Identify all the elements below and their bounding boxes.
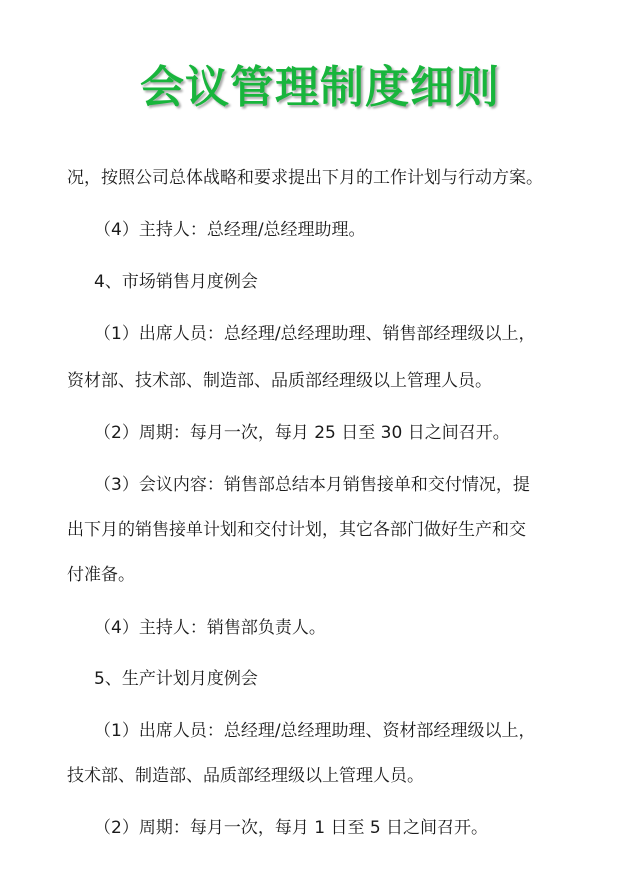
paragraph-line: （4）主持人：销售部负责人。 <box>94 618 326 638</box>
paragraph-line: （1）出席人员：总经理/总经理助理、资材部经理级以上， <box>94 721 536 741</box>
paragraph-line: 技术部、制造部、品质部经理级以上管理人员。 <box>67 766 424 786</box>
paragraph-line: 况，按照公司总体战略和要求提出下月的工作计划与行动方案。 <box>67 168 543 188</box>
paragraph-line: （2）周期：每月一次，每月 25 日至 30 日之间召开。 <box>94 423 510 443</box>
section-heading: 5、生产计划月度例会 <box>94 669 258 689</box>
paragraph-line: 出下月的销售接单计划和交付计划，其它各部门做好生产和交 <box>67 520 526 540</box>
section-heading: 4、市场销售月度例会 <box>94 272 258 292</box>
paragraph-line: （3）会议内容：销售部总结本月销售接单和交付情况，提 <box>94 475 530 495</box>
paragraph-line: （1）出席人员：总经理/总经理助理、销售部经理级以上， <box>94 324 536 344</box>
paragraph-line: （4）主持人：总经理/总经理助理。 <box>94 220 366 240</box>
paragraph-line: （2）周期：每月一次，每月 1 日至 5 日之间召开。 <box>94 818 489 838</box>
paragraph-line: 资材部、技术部、制造部、品质部经理级以上管理人员。 <box>67 371 492 391</box>
paragraph-line: 付准备。 <box>67 565 135 585</box>
document-title: 会议管理制度细则 <box>140 62 500 113</box>
